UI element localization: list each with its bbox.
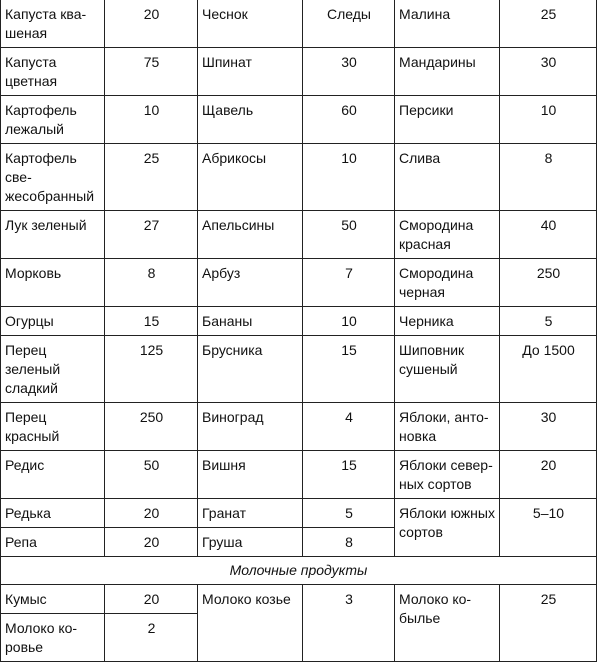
product-name: Картофель лежалый — [1, 96, 105, 144]
product-value: 10 — [303, 307, 395, 336]
product-name: Перец красный — [1, 403, 105, 451]
table-row — [1, 259, 597, 307]
product-name: Огурцы — [1, 307, 105, 336]
product-value: 50 — [303, 211, 395, 259]
product-value: 20 — [105, 585, 198, 614]
table-row — [1, 451, 597, 499]
product-value: 8 — [303, 528, 395, 557]
table-row — [1, 499, 597, 528]
product-name: Молоко ко-ровье — [1, 614, 105, 662]
product-value: 25 — [105, 144, 198, 211]
product-name: Бананы — [198, 307, 303, 336]
product-name: Шпинат — [198, 48, 303, 96]
table-row — [1, 585, 597, 614]
product-value: 30 — [500, 403, 597, 451]
product-name: Слива — [395, 144, 500, 211]
product-name: Шиповник сушеный — [395, 336, 500, 403]
product-value: До 1500 — [500, 336, 597, 403]
table-row — [1, 403, 597, 451]
product-value: 5 — [500, 307, 597, 336]
product-value: Следы — [303, 0, 395, 48]
product-name: Вишня — [198, 451, 303, 499]
product-value: 5 — [303, 499, 395, 528]
product-name: Лук зеленый — [1, 211, 105, 259]
product-value: 10 — [105, 96, 198, 144]
product-name: Перец зеленый сладкий — [1, 336, 105, 403]
product-name: Редис — [1, 451, 105, 499]
table-row — [1, 0, 597, 48]
product-value: 5–10 — [500, 499, 597, 557]
product-name: Яблоки, анто-новка — [395, 403, 500, 451]
product-value: 20 — [105, 528, 198, 557]
table-row — [1, 307, 597, 336]
product-value: 8 — [105, 259, 198, 307]
product-name: Арбуз — [198, 259, 303, 307]
product-value: 40 — [500, 211, 597, 259]
product-value: 4 — [303, 403, 395, 451]
product-name: Виноград — [198, 403, 303, 451]
product-name: Абрикосы — [198, 144, 303, 211]
product-value: 7 — [303, 259, 395, 307]
product-value: 20 — [500, 451, 597, 499]
product-value: 250 — [105, 403, 198, 451]
product-name: Брусника — [198, 336, 303, 403]
table-row — [1, 211, 597, 259]
section-title: Молочные продукты — [1, 557, 597, 585]
product-name: Черника — [395, 307, 500, 336]
product-name: Молоко козье — [198, 585, 303, 662]
product-value: 15 — [303, 336, 395, 403]
product-name: Апельсины — [198, 211, 303, 259]
product-name: Гранат — [198, 499, 303, 528]
product-name: Яблоки север-ных сортов — [395, 451, 500, 499]
product-value: 60 — [303, 96, 395, 144]
product-value: 10 — [500, 96, 597, 144]
product-value: 30 — [500, 48, 597, 96]
product-name: Морковь — [1, 259, 105, 307]
product-value: 2 — [105, 614, 198, 662]
product-value: 3 — [303, 585, 395, 662]
table-row — [1, 144, 597, 211]
product-value: 20 — [105, 0, 198, 48]
product-value: 75 — [105, 48, 198, 96]
table-body — [1, 0, 597, 662]
product-value: 10 — [303, 144, 395, 211]
section-row — [1, 557, 597, 585]
table-row — [1, 48, 597, 96]
product-value: 15 — [303, 451, 395, 499]
product-name: Капуста ква-шеная — [1, 0, 105, 48]
product-value: 15 — [105, 307, 198, 336]
product-name: Смородина красная — [395, 211, 500, 259]
table-row — [1, 96, 597, 144]
product-name: Малина — [395, 0, 500, 48]
product-value: 20 — [105, 499, 198, 528]
product-name: Чеснок — [198, 0, 303, 48]
product-name: Кумыс — [1, 585, 105, 614]
product-name: Груша — [198, 528, 303, 557]
product-name: Яблоки южных сортов — [395, 499, 500, 557]
product-name: Персики — [395, 96, 500, 144]
product-value: 250 — [500, 259, 597, 307]
product-value: 30 — [303, 48, 395, 96]
product-value: 8 — [500, 144, 597, 211]
product-name: Молоко ко-былье — [395, 585, 500, 662]
table-row — [1, 336, 597, 403]
product-name: Картофель све-жесобранный — [1, 144, 105, 211]
product-name: Редька — [1, 499, 105, 528]
product-name: Смородина черная — [395, 259, 500, 307]
product-value: 50 — [105, 451, 198, 499]
product-name: Щавель — [198, 96, 303, 144]
product-name: Капуста цветная — [1, 48, 105, 96]
product-value: 125 — [105, 336, 198, 403]
product-value: 25 — [500, 585, 597, 662]
product-value: 25 — [500, 0, 597, 48]
product-value: 27 — [105, 211, 198, 259]
product-name: Мандарины — [395, 48, 500, 96]
product-name: Репа — [1, 528, 105, 557]
